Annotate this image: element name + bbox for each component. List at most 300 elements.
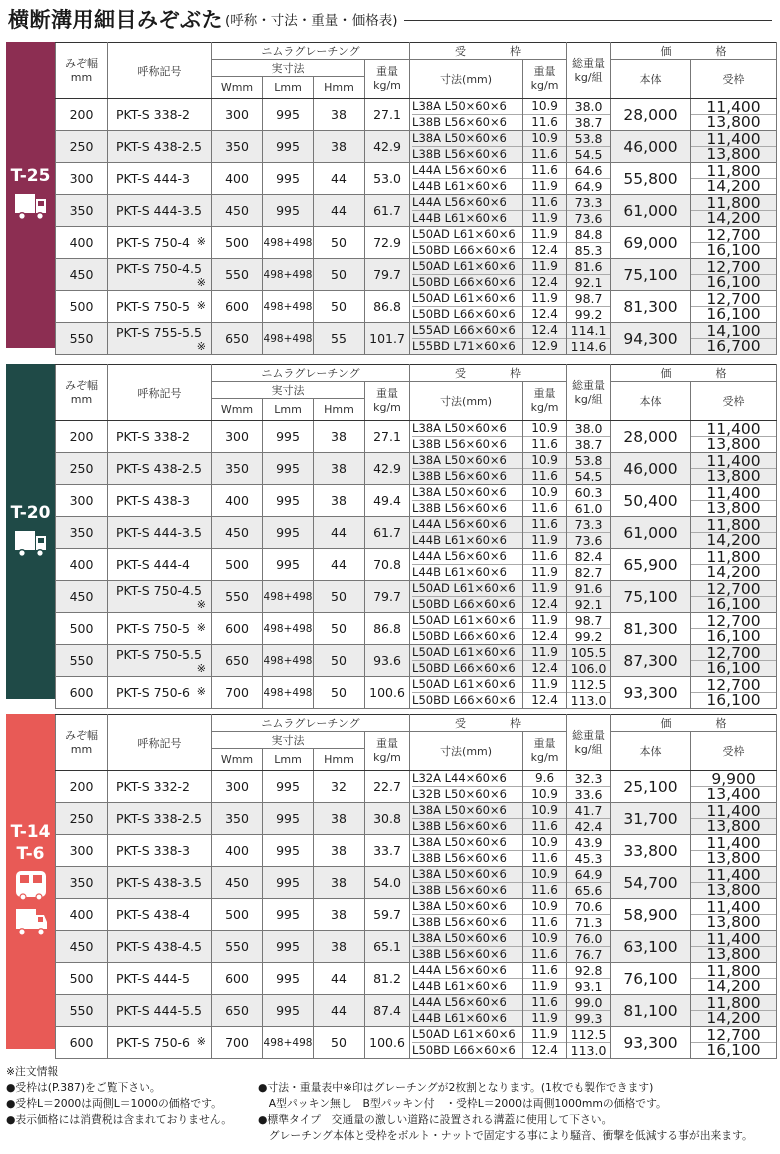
price-body-cell: 75,100 bbox=[611, 581, 691, 613]
grating-weight-cell: 27.1 bbox=[365, 99, 410, 131]
note-line: A型パッキン無し B型パッキン付 ・受枠L＝2000は両側1000mmの価格です。 bbox=[258, 1097, 667, 1110]
dim-w-cell: 450 bbox=[212, 195, 263, 227]
price-frame-cell bbox=[691, 771, 777, 803]
product-code-cell bbox=[108, 453, 212, 485]
frame-dimension-value: L38A L50×60×6 bbox=[412, 867, 507, 881]
frame-dimension-value: L38B L56×60×6 bbox=[412, 146, 522, 162]
header-total-weight-line: kg/組 bbox=[574, 742, 603, 756]
price-frame-cell bbox=[691, 963, 777, 995]
product-code-cell bbox=[108, 835, 212, 867]
header-width-line: mm bbox=[70, 742, 93, 756]
product-code: PKT-S 444-5 bbox=[116, 971, 190, 986]
frame-weight-cell bbox=[523, 259, 567, 291]
grating-weight-cell: 61.7 bbox=[365, 195, 410, 227]
product-code-cell bbox=[108, 323, 212, 355]
groove-width-cell: 450 bbox=[56, 259, 108, 291]
price-frame-value: 13,800 bbox=[691, 468, 776, 484]
groove-width-cell: 350 bbox=[56, 195, 108, 227]
title-main: 横断溝用細目みぞぶた bbox=[8, 8, 223, 32]
groove-width-cell: 200 bbox=[56, 99, 108, 131]
spec-section bbox=[6, 714, 776, 1059]
groove-width-cell: 350 bbox=[56, 867, 108, 899]
groove-width-cell: 450 bbox=[56, 581, 108, 613]
product-code-cell bbox=[108, 163, 212, 195]
frame-dimension-cell bbox=[410, 963, 523, 995]
dim-l-cell: 498+498 bbox=[263, 259, 314, 291]
load-class-band bbox=[6, 714, 55, 1049]
dim-w-cell: 550 bbox=[212, 259, 263, 291]
dim-l-cell: 995 bbox=[263, 771, 314, 803]
note-line: ●標準タイプ 交通量の激しい道路に設置される溝蓋に使用して下さい。 bbox=[258, 1113, 613, 1126]
grating-weight-cell: 93.6 bbox=[365, 645, 410, 677]
load-class-label: T-14 bbox=[10, 821, 51, 842]
groove-width-cell: 400 bbox=[56, 549, 108, 581]
frame-weight-value: 11.9 bbox=[531, 613, 558, 627]
frame-weight-value: 12.9 bbox=[523, 338, 566, 354]
frame-weight-cell bbox=[523, 323, 567, 355]
price-frame-value: 14,200 bbox=[691, 564, 776, 580]
product-code: PKT-S 338-2 bbox=[116, 429, 190, 444]
total-weight-value: 76.7 bbox=[567, 946, 610, 962]
dim-h-cell: 44 bbox=[314, 963, 365, 995]
price-frame-cell bbox=[691, 227, 777, 259]
frame-weight-cell bbox=[523, 131, 567, 163]
header-total-weight-line: kg/組 bbox=[574, 70, 603, 84]
frame-weight-cell bbox=[523, 291, 567, 323]
total-weight-cell bbox=[567, 835, 611, 867]
price-body-cell: 31,700 bbox=[611, 803, 691, 835]
header-price: 価 格 bbox=[611, 715, 777, 732]
frame-weight-value: 11.6 bbox=[531, 517, 558, 531]
price-frame-value: 11,400 bbox=[706, 898, 761, 916]
total-weight-cell bbox=[567, 995, 611, 1027]
frame-dimension-value: L38B L56×60×6 bbox=[412, 500, 522, 516]
price-frame-cell bbox=[691, 549, 777, 581]
dim-l-cell: 995 bbox=[263, 931, 314, 963]
total-weight-value: 71.3 bbox=[567, 914, 610, 930]
dim-h-cell: 44 bbox=[314, 195, 365, 227]
header-l: Lmm bbox=[263, 749, 314, 771]
total-weight-value: 54.5 bbox=[567, 146, 610, 162]
frame-dimension-cell bbox=[410, 835, 523, 867]
price-body-cell: 69,000 bbox=[611, 227, 691, 259]
price-body-cell: 61,000 bbox=[611, 517, 691, 549]
frame-weight-value: 10.9 bbox=[531, 131, 558, 145]
header-total-weight bbox=[567, 43, 611, 99]
price-frame-value: 12,700 bbox=[706, 676, 761, 694]
price-frame-value: 12,700 bbox=[706, 1026, 761, 1044]
table-row bbox=[56, 963, 777, 995]
price-frame-cell bbox=[691, 803, 777, 835]
frame-dimension-value: L50BD L66×60×6 bbox=[412, 274, 522, 290]
price-frame-value: 12,700 bbox=[706, 644, 761, 662]
frame-dimension-cell bbox=[410, 323, 523, 355]
frame-weight-value: 10.9 bbox=[531, 99, 558, 113]
frame-weight-cell bbox=[523, 645, 567, 677]
header-dimensions: 実寸法 bbox=[212, 732, 365, 749]
frame-weight-value: 10.9 bbox=[531, 931, 558, 945]
frame-weight-value: 12.4 bbox=[523, 306, 566, 322]
split-mark: ※ bbox=[196, 621, 206, 634]
frame-weight-value: 11.6 bbox=[523, 818, 566, 834]
groove-width-cell: 500 bbox=[56, 613, 108, 645]
dim-w-cell: 600 bbox=[212, 613, 263, 645]
price-frame-cell bbox=[691, 1027, 777, 1059]
total-weight-value: 112.5 bbox=[570, 677, 607, 692]
total-weight-value: 64.6 bbox=[574, 163, 603, 178]
dim-l-cell: 995 bbox=[263, 963, 314, 995]
groove-width-cell: 400 bbox=[56, 227, 108, 259]
price-frame-value: 9,900 bbox=[711, 770, 756, 788]
frame-dimension-cell bbox=[410, 163, 523, 195]
dim-w-cell: 350 bbox=[212, 131, 263, 163]
header-price-body: 本体 bbox=[611, 60, 691, 99]
product-code-cell bbox=[108, 485, 212, 517]
frame-dimension-value: L38B L56×60×6 bbox=[412, 882, 522, 898]
total-weight-value: 38.7 bbox=[567, 436, 610, 452]
grating-weight-cell: 53.0 bbox=[365, 163, 410, 195]
dim-h-cell: 44 bbox=[314, 163, 365, 195]
grating-weight-cell: 101.7 bbox=[365, 323, 410, 355]
header-price-frame: 受枠 bbox=[691, 382, 777, 421]
dim-w-cell: 450 bbox=[212, 867, 263, 899]
total-weight-value: 73.6 bbox=[567, 210, 610, 226]
frame-dimension-cell bbox=[410, 99, 523, 131]
frame-dimension-cell bbox=[410, 581, 523, 613]
header-frame: 受 枠 bbox=[410, 365, 567, 382]
price-frame-value: 12,700 bbox=[706, 258, 761, 276]
price-frame-cell bbox=[691, 99, 777, 131]
frame-weight-cell bbox=[523, 453, 567, 485]
price-body-cell: 55,800 bbox=[611, 163, 691, 195]
product-code: PKT-S 338-2 bbox=[116, 107, 190, 122]
groove-width-cell: 500 bbox=[56, 963, 108, 995]
frame-weight-value: 11.6 bbox=[531, 963, 558, 977]
frame-weight-value: 11.6 bbox=[531, 195, 558, 209]
price-frame-value: 11,400 bbox=[706, 834, 761, 852]
dim-w-cell: 450 bbox=[212, 517, 263, 549]
header-frame: 受 枠 bbox=[410, 43, 567, 60]
header-price: 価 格 bbox=[611, 43, 777, 60]
product-code: PKT-S 444-4 bbox=[116, 557, 190, 572]
frame-dimension-value: L38B L56×60×6 bbox=[412, 468, 522, 484]
split-mark: ※ bbox=[196, 685, 206, 698]
header-width bbox=[56, 43, 108, 99]
dim-h-cell: 50 bbox=[314, 677, 365, 709]
header-w: Wmm bbox=[212, 749, 263, 771]
price-frame-cell bbox=[691, 899, 777, 931]
dim-w-cell: 600 bbox=[212, 291, 263, 323]
product-code-cell bbox=[108, 131, 212, 163]
frame-dimension-value: L44B L61×60×6 bbox=[412, 564, 522, 580]
table-row bbox=[56, 613, 777, 645]
product-code: PKT-S 444-3 bbox=[116, 171, 190, 186]
total-weight-cell bbox=[567, 613, 611, 645]
product-code-cell bbox=[108, 517, 212, 549]
price-body-cell: 28,000 bbox=[611, 421, 691, 453]
total-weight-value: 70.6 bbox=[574, 899, 603, 914]
frame-dimension-cell bbox=[410, 517, 523, 549]
frame-dimension-value: L38B L56×60×6 bbox=[412, 436, 522, 452]
header-l: Lmm bbox=[263, 77, 314, 99]
dim-h-cell: 32 bbox=[314, 771, 365, 803]
groove-width-cell: 550 bbox=[56, 645, 108, 677]
total-weight-cell bbox=[567, 227, 611, 259]
table-row bbox=[56, 677, 777, 709]
header-code: 呼称記号 bbox=[108, 365, 212, 421]
price-frame-value: 11,800 bbox=[706, 994, 761, 1012]
spec-table bbox=[55, 714, 777, 1059]
frame-dimension-value: L44B L61×60×6 bbox=[412, 1010, 522, 1026]
dim-l-cell: 498+498 bbox=[263, 227, 314, 259]
price-body-cell: 28,000 bbox=[611, 99, 691, 131]
price-frame-value: 11,800 bbox=[706, 162, 761, 180]
split-mark: ※ bbox=[196, 235, 206, 248]
frame-dimension-value: L32A L44×60×6 bbox=[412, 771, 507, 785]
header-grating-weight-line: 重量 bbox=[376, 737, 399, 750]
total-weight-value: 99.0 bbox=[574, 995, 603, 1010]
dim-l-cell: 995 bbox=[263, 163, 314, 195]
split-mark: ※ bbox=[196, 597, 206, 611]
total-weight-cell bbox=[567, 485, 611, 517]
grating-weight-cell: 54.0 bbox=[365, 867, 410, 899]
frame-weight-cell bbox=[523, 195, 567, 227]
frame-dimension-value: L44B L61×60×6 bbox=[412, 532, 522, 548]
frame-weight-value: 11.9 bbox=[531, 227, 558, 241]
frame-dimension-cell bbox=[410, 291, 523, 323]
header-grating: ニムラグレーチング bbox=[212, 365, 410, 382]
price-frame-value: 11,800 bbox=[706, 194, 761, 212]
price-body-cell: 61,000 bbox=[611, 195, 691, 227]
dim-l-cell: 498+498 bbox=[263, 291, 314, 323]
frame-weight-value: 11.6 bbox=[531, 995, 558, 1009]
frame-dimension-value: L38A L50×60×6 bbox=[412, 421, 507, 435]
product-code: PKT-S 755-5.5 bbox=[116, 324, 202, 340]
header-grating-weight-line: kg/m bbox=[373, 79, 401, 92]
dim-l-cell: 995 bbox=[263, 131, 314, 163]
header-price-frame: 受枠 bbox=[691, 60, 777, 99]
product-code: PKT-S 444-3.5 bbox=[116, 203, 202, 218]
table-row bbox=[56, 163, 777, 195]
dim-h-cell: 55 bbox=[314, 323, 365, 355]
total-weight-value: 33.6 bbox=[567, 786, 610, 802]
frame-weight-value: 11.6 bbox=[523, 146, 566, 162]
table-row bbox=[56, 931, 777, 963]
frame-weight-cell bbox=[523, 995, 567, 1027]
total-weight-value: 98.7 bbox=[574, 613, 603, 628]
header-code: 呼称記号 bbox=[108, 715, 212, 771]
frame-weight-value: 11.9 bbox=[523, 178, 566, 194]
dim-w-cell: 400 bbox=[212, 163, 263, 195]
total-weight-value: 112.5 bbox=[570, 1027, 607, 1042]
price-frame-cell bbox=[691, 517, 777, 549]
total-weight-cell bbox=[567, 899, 611, 931]
frame-dimension-cell bbox=[410, 867, 523, 899]
total-weight-value: 73.3 bbox=[574, 517, 603, 532]
product-code: PKT-S 338-3 bbox=[116, 843, 190, 858]
dim-l-cell: 995 bbox=[263, 899, 314, 931]
price-body-cell: 58,900 bbox=[611, 899, 691, 931]
product-code: PKT-S 332-2 bbox=[116, 779, 190, 794]
price-frame-value: 13,800 bbox=[691, 882, 776, 898]
grating-weight-cell: 65.1 bbox=[365, 931, 410, 963]
dim-h-cell: 50 bbox=[314, 227, 365, 259]
frame-weight-value: 11.9 bbox=[531, 645, 558, 659]
dim-h-cell: 38 bbox=[314, 835, 365, 867]
grating-weight-cell: 27.1 bbox=[365, 421, 410, 453]
frame-weight-cell bbox=[523, 485, 567, 517]
dim-l-cell: 995 bbox=[263, 517, 314, 549]
frame-weight-cell bbox=[523, 517, 567, 549]
price-frame-value: 11,400 bbox=[706, 484, 761, 502]
header-frame-weight bbox=[523, 60, 567, 99]
frame-dimension-value: L44A L56×60×6 bbox=[412, 163, 507, 177]
price-frame-cell bbox=[691, 259, 777, 291]
product-code: PKT-S 438-2.5 bbox=[116, 461, 202, 476]
frame-weight-cell bbox=[523, 1027, 567, 1059]
frame-dimension-cell bbox=[410, 227, 523, 259]
frame-dimension-cell bbox=[410, 485, 523, 517]
total-weight-value: 38.0 bbox=[574, 99, 603, 114]
table-row bbox=[56, 1027, 777, 1059]
dim-w-cell: 500 bbox=[212, 899, 263, 931]
dim-l-cell: 995 bbox=[263, 421, 314, 453]
header-price-frame: 受枠 bbox=[691, 732, 777, 771]
price-frame-cell bbox=[691, 677, 777, 709]
total-weight-value: 113.0 bbox=[567, 1042, 610, 1058]
frame-dimension-value: L50BD L66×60×6 bbox=[412, 1042, 522, 1058]
frame-dimension-value: L38B L56×60×6 bbox=[412, 850, 522, 866]
frame-weight-cell bbox=[523, 963, 567, 995]
total-weight-value: 38.0 bbox=[574, 421, 603, 436]
dim-l-cell: 995 bbox=[263, 835, 314, 867]
grating-weight-cell: 70.8 bbox=[365, 549, 410, 581]
header-width bbox=[56, 365, 108, 421]
product-code: PKT-S 750-4 bbox=[116, 235, 190, 250]
price-frame-cell bbox=[691, 163, 777, 195]
frame-weight-value: 11.9 bbox=[531, 259, 558, 273]
header-grating: ニムラグレーチング bbox=[212, 43, 410, 60]
dim-w-cell: 350 bbox=[212, 803, 263, 835]
total-weight-cell bbox=[567, 581, 611, 613]
grating-weight-cell: 87.4 bbox=[365, 995, 410, 1027]
dim-w-cell: 600 bbox=[212, 963, 263, 995]
frame-dimension-value: L38A L50×60×6 bbox=[412, 453, 507, 467]
header-total-weight bbox=[567, 365, 611, 421]
frame-dimension-value: L50AD L61×60×6 bbox=[412, 1027, 516, 1041]
frame-weight-value: 12.4 bbox=[523, 274, 566, 290]
total-weight-cell bbox=[567, 99, 611, 131]
total-weight-cell bbox=[567, 963, 611, 995]
table-row bbox=[56, 899, 777, 931]
total-weight-value: 41.7 bbox=[574, 803, 603, 818]
price-frame-value: 16,100 bbox=[691, 596, 776, 612]
frame-dimension-value: L44A L56×60×6 bbox=[412, 517, 507, 531]
frame-weight-value: 10.9 bbox=[523, 786, 566, 802]
product-code: PKT-S 438-3.5 bbox=[116, 875, 202, 890]
dim-h-cell: 38 bbox=[314, 421, 365, 453]
frame-weight-cell bbox=[523, 99, 567, 131]
price-frame-cell bbox=[691, 581, 777, 613]
total-weight-value: 53.8 bbox=[574, 453, 603, 468]
price-frame-value: 16,100 bbox=[691, 274, 776, 290]
groove-width-cell: 550 bbox=[56, 995, 108, 1027]
frame-dimension-value: L50AD L61×60×6 bbox=[412, 227, 516, 241]
header-h: Hmm bbox=[314, 749, 365, 771]
frame-dimension-value: L38A L50×60×6 bbox=[412, 803, 507, 817]
price-body-cell: 63,100 bbox=[611, 931, 691, 963]
groove-width-cell: 200 bbox=[56, 421, 108, 453]
price-frame-value: 11,400 bbox=[706, 930, 761, 948]
frame-weight-value: 11.6 bbox=[523, 914, 566, 930]
price-frame-value: 11,400 bbox=[706, 452, 761, 470]
frame-dimension-value: L50BD L66×60×6 bbox=[412, 306, 522, 322]
table-row bbox=[56, 323, 777, 355]
total-weight-cell bbox=[567, 259, 611, 291]
price-frame-cell bbox=[691, 421, 777, 453]
frame-dimension-value: L38A L50×60×6 bbox=[412, 485, 507, 499]
price-frame-value: 13,800 bbox=[691, 818, 776, 834]
dim-h-cell: 38 bbox=[314, 453, 365, 485]
grating-weight-cell: 30.8 bbox=[365, 803, 410, 835]
product-code-cell bbox=[108, 867, 212, 899]
total-weight-value: 54.5 bbox=[567, 468, 610, 484]
product-code-cell bbox=[108, 227, 212, 259]
grating-weight-cell: 100.6 bbox=[365, 677, 410, 709]
frame-dimension-cell bbox=[410, 549, 523, 581]
dim-l-cell: 995 bbox=[263, 453, 314, 485]
frame-dimension-cell bbox=[410, 645, 523, 677]
header-frame-weight bbox=[523, 732, 567, 771]
product-code-cell bbox=[108, 645, 212, 677]
dim-l-cell: 498+498 bbox=[263, 1027, 314, 1059]
product-code-cell bbox=[108, 899, 212, 931]
price-frame-value: 16,100 bbox=[691, 628, 776, 644]
price-body-cell: 33,800 bbox=[611, 835, 691, 867]
price-body-cell: 25,100 bbox=[611, 771, 691, 803]
frame-dimension-value: L50AD L61×60×6 bbox=[412, 645, 516, 659]
product-code-cell bbox=[108, 995, 212, 1027]
total-weight-value: 64.9 bbox=[574, 867, 603, 882]
grating-weight-cell: 100.6 bbox=[365, 1027, 410, 1059]
total-weight-cell bbox=[567, 803, 611, 835]
total-weight-cell bbox=[567, 549, 611, 581]
frame-dimension-value: L38A L50×60×6 bbox=[412, 99, 507, 113]
header-grating-weight bbox=[365, 60, 410, 99]
frame-weight-value: 11.6 bbox=[523, 114, 566, 130]
frame-weight-cell bbox=[523, 581, 567, 613]
product-code-cell bbox=[108, 421, 212, 453]
product-code: PKT-S 338-2.5 bbox=[116, 811, 202, 826]
frame-weight-value: 12.4 bbox=[523, 660, 566, 676]
frame-dimension-cell bbox=[410, 931, 523, 963]
header-frame-weight-line: kg/m bbox=[530, 751, 559, 764]
product-code-cell bbox=[108, 613, 212, 645]
total-weight-value: 32.3 bbox=[574, 771, 603, 786]
header-frame: 受 枠 bbox=[410, 715, 567, 732]
total-weight-value: 73.3 bbox=[574, 195, 603, 210]
dim-w-cell: 650 bbox=[212, 645, 263, 677]
price-frame-cell bbox=[691, 867, 777, 899]
grating-weight-cell: 42.9 bbox=[365, 453, 410, 485]
frame-weight-cell bbox=[523, 163, 567, 195]
product-code: PKT-S 438-4.5 bbox=[116, 939, 202, 954]
dim-l-cell: 498+498 bbox=[263, 645, 314, 677]
header-total-weight-line: kg/組 bbox=[574, 392, 603, 406]
header-grating-weight bbox=[365, 382, 410, 421]
price-frame-value: 16,100 bbox=[691, 692, 776, 708]
frame-weight-value: 11.9 bbox=[523, 532, 566, 548]
